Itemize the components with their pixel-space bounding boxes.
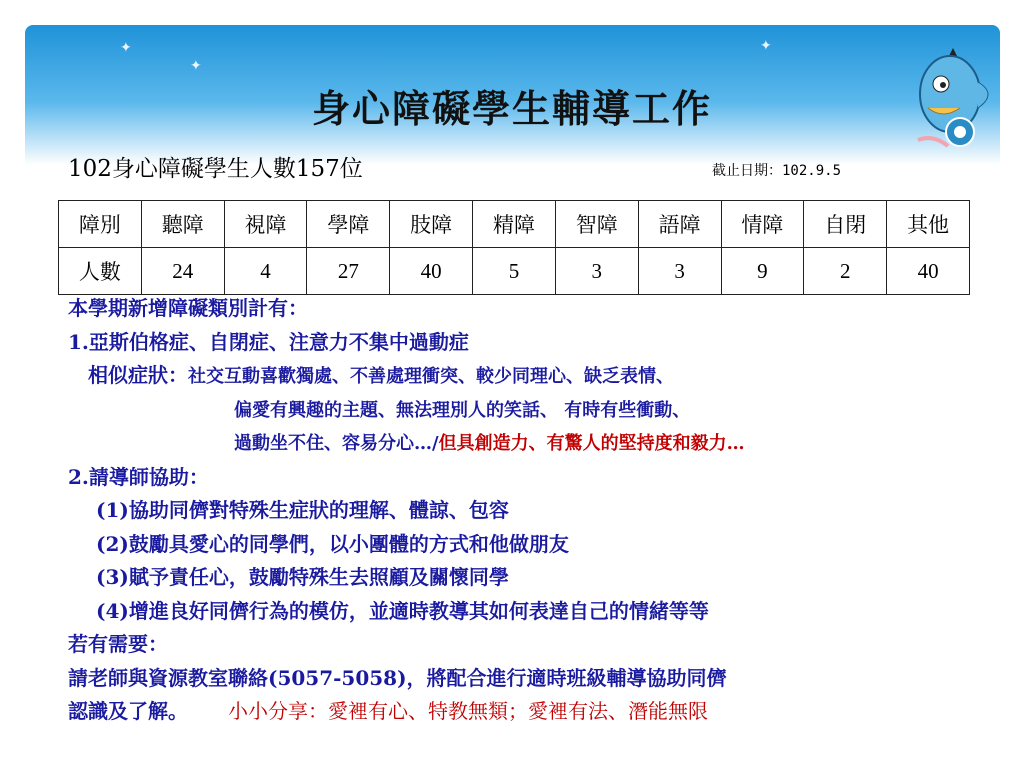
table-cell: 障別 bbox=[59, 201, 142, 248]
table-cell: 4 bbox=[224, 248, 307, 295]
table-cell: 精障 bbox=[473, 201, 556, 248]
symptoms-text-1: 社交互動喜歡獨處、不善處理衝突、較少同理心、缺乏表情、 bbox=[188, 366, 674, 387]
student-count-text: 102身心障礙學生人數157位 bbox=[68, 156, 363, 182]
sparkle-icon: ✦ bbox=[120, 40, 132, 56]
table-cell: 40 bbox=[390, 248, 473, 295]
table-cell: 情障 bbox=[721, 201, 804, 248]
sparkle-icon: ✦ bbox=[760, 38, 772, 54]
symptoms-line-3 bbox=[68, 427, 1008, 461]
sub-item-3: (3)賦予責任心，鼓勵特殊生去照顧及關懷同學 bbox=[96, 565, 509, 589]
table-cell: 24 bbox=[141, 248, 224, 295]
need-intro: 若有需要： bbox=[68, 632, 168, 656]
table-cell: 聽障 bbox=[141, 201, 224, 248]
symptoms-strengths: 但具創造力、有驚人的堅持度和毅力… bbox=[438, 433, 745, 454]
table-row bbox=[59, 248, 970, 295]
table-cell: 其他 bbox=[887, 201, 970, 248]
table-cell: 人數 bbox=[59, 248, 142, 295]
symptoms-label: 相似症狀： bbox=[88, 363, 188, 387]
table-cell: 5 bbox=[473, 248, 556, 295]
table-header-row bbox=[59, 201, 970, 248]
symptoms-line-1 bbox=[68, 359, 1008, 394]
new-types-intro: 本學期新增障礙類別計有： bbox=[68, 296, 308, 320]
share-text: 小小分享：愛裡有心、特教無類；愛裡有法、潛能無限 bbox=[228, 699, 708, 723]
page-title: 身心障礙學生輔導工作 bbox=[311, 86, 712, 131]
sparkle-icon: ✦ bbox=[190, 58, 202, 74]
content-body bbox=[68, 292, 1008, 729]
contact-line-1: 請老師與資源教室聯絡(5057-5058)，將配合進行適時班級輔導協助同儕 bbox=[68, 665, 727, 690]
table-cell: 語障 bbox=[638, 201, 721, 248]
contact-line-2 bbox=[68, 695, 1008, 729]
table-cell: 肢障 bbox=[390, 201, 473, 248]
disability-stats-table bbox=[58, 200, 970, 295]
sub-item-4: (4)增進良好同儕行為的模仿，並適時教導其如何表達自己的情緒等等 bbox=[96, 598, 709, 623]
table-cell: 9 bbox=[721, 248, 804, 295]
table-cell: 27 bbox=[307, 248, 390, 295]
table-cell: 自閉 bbox=[804, 201, 887, 248]
mascot-logo-icon bbox=[908, 42, 998, 152]
table-cell: 40 bbox=[887, 248, 970, 295]
table-cell: 視障 bbox=[224, 201, 307, 248]
table-cell: 智障 bbox=[555, 201, 638, 248]
item-2: 2.請導師協助： bbox=[68, 464, 209, 489]
table-cell: 3 bbox=[638, 248, 721, 295]
contact-text-2: 認識及了解。 bbox=[68, 699, 188, 723]
table-cell: 3 bbox=[555, 248, 638, 295]
table-cell: 學障 bbox=[307, 201, 390, 248]
sub-item-1: (1)協助同儕對特殊生症狀的理解、體諒、包容 bbox=[96, 498, 509, 522]
symptoms-text-3a: 過動坐不住、容易分心…/ bbox=[234, 433, 439, 454]
cutoff-date-text: 截止日期：102.9.5 bbox=[712, 163, 842, 179]
item-1: 1.亞斯伯格症、自閉症、注意力不集中過動症 bbox=[68, 329, 469, 354]
symptoms-line-2: 偏愛有興趣的主題、無法理別人的笑話、 有時有些衝動、 bbox=[234, 399, 691, 421]
table-cell: 2 bbox=[804, 248, 887, 295]
sub-item-2: (2)鼓勵具愛心的同學們，以小團體的方式和他做朋友 bbox=[96, 531, 569, 556]
